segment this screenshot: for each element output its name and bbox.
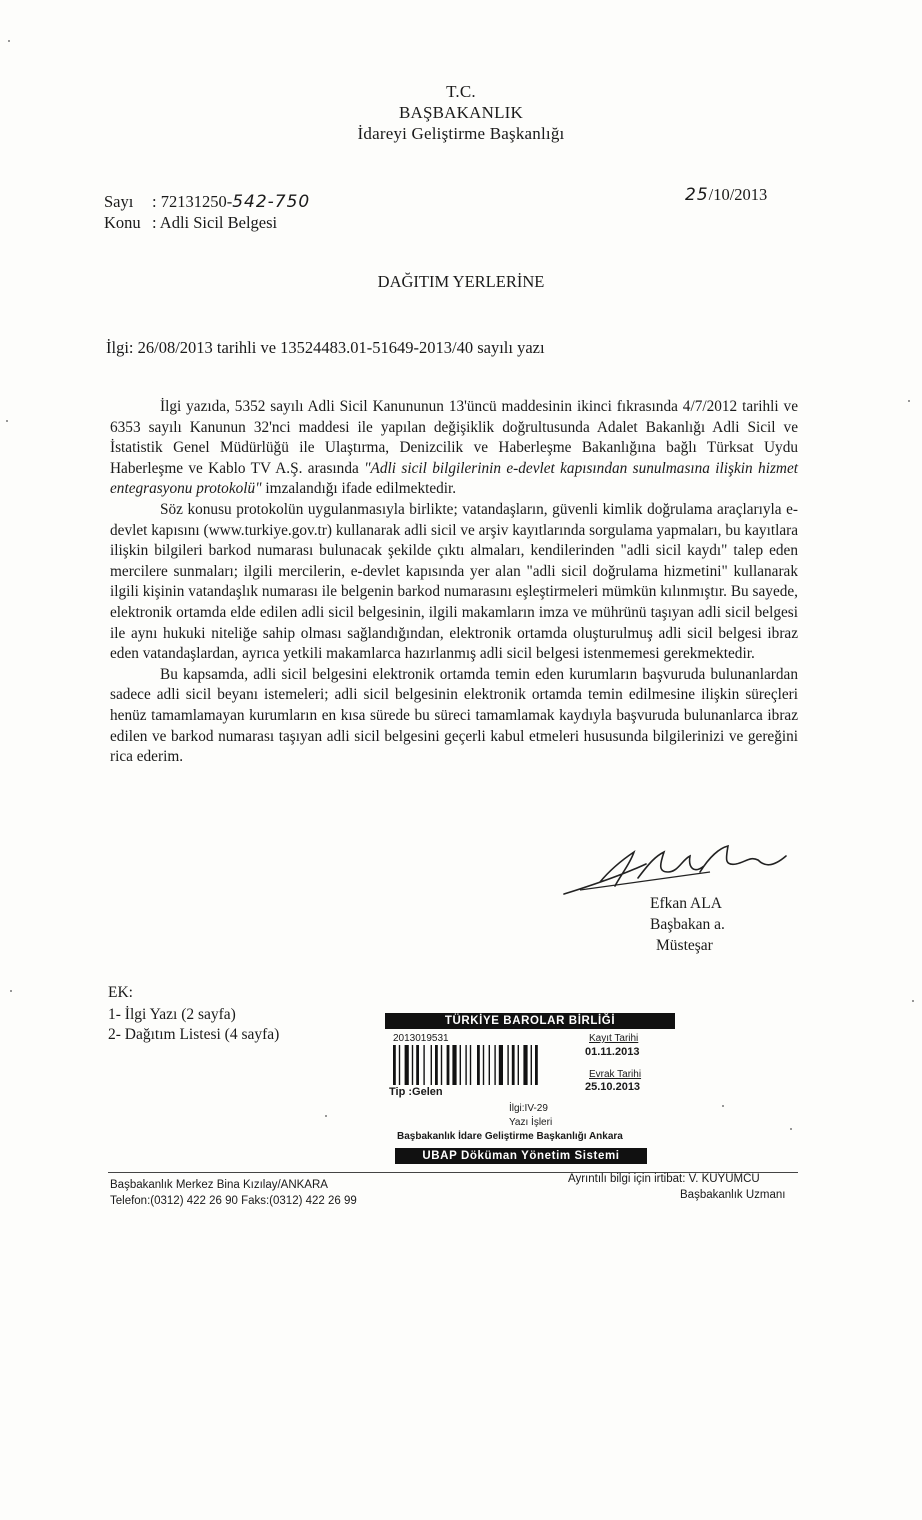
paragraph-2: Söz konusu protokolün uygulanmasıyla birlikte; vatandaşların, güvenli kimlik doğrulama araçlarıyla e-devlet kapısını (www.turkiye.gov.tr) kullanarak adli sicil ve arşiv kayıtlarında sorgulama yapmaları, bu kayıtlara ilişkin bilgileri barkod numarası bulunacak şekilde çıktı almaları, kendilerinden "adli sicil kaydı" talep eden mercilere sunmaları; ilgili mercilerin, e-devlet kapısında yer alan "adli sicil doğrulama hizmetini" kullanarak ilgili kişinin vatandaşlık numarası ile belgenin barkod numarasını eşleştirmeleri mümkün kılınmıştır. Bu sayede, elektronik ortamda elde edilen adli sicil belgesinin, ilgili makamların imza ve mührünü taşıyan adli sicil belgesi ile aynı hukuki niteliğe sahip olması sağlandığından, elektronik ortamda oluşturulmuş adli sicil belgesi ibraz eden vatandaşlardan, ayrıca yetkili makamlarca hazırlanmış adli sicil belgesi istenmemesi gerekmektedir.: [110, 500, 798, 663]
stamp-unit: Yazı İşleri: [509, 1117, 553, 1128]
stamp-sender: Başbakanlık İdare Geliştirme Başkanlığı Ankara: [397, 1131, 623, 1142]
scan-speck: [908, 400, 910, 402]
konu-row: [104, 213, 277, 233]
stamp-ilgi: İlgi:IV-29: [509, 1103, 548, 1114]
sayi-handwritten: 542-750: [232, 192, 311, 212]
letter-body: [110, 397, 798, 768]
sayi-label: Sayı: [104, 192, 134, 211]
paragraph-1-text: İlgi yazıda, 5352 sayılı Adli Sicil Kanununun 13'üncü maddesinin ikinci fıkrasında 4/7/2012 tarihli ve 6353 sayılı Kanunun 32'nci maddesi ile yapılan değişiklik doğrultusunda Adalet Bakanlığı Adli Sicil ve İstatistik Genel Müdürlüğü ile Ulaştırma, Denizcilik ve Haberleşme Bakanlığına bağlı Türksat Uydu Haberleşme ve Kablo TV A.Ş. arasında: [110, 398, 798, 477]
signatory-title-2: Müsteşar: [656, 937, 713, 954]
header-department: İdareyi Geliştirme Başkanlığı: [357, 124, 565, 143]
date-rest: /10/2013: [708, 185, 768, 204]
recipient: DAĞITIM YERLERİNE: [377, 272, 545, 291]
scan-speck: [10, 990, 12, 992]
barcode-icon: [393, 1045, 573, 1085]
footer-address: Başbakanlık Merkez Bina Kızılay/ANKARA: [110, 1179, 328, 1191]
attachments-label: EK:: [108, 984, 133, 1001]
stamp-barcode-number: 2013019531: [393, 1033, 449, 1044]
scan-speck: [790, 1128, 792, 1130]
sayi-value: : 72131250-: [152, 192, 233, 211]
footer-contact-title: Başbakanlık Uzmanı: [680, 1189, 786, 1201]
paragraph-1: [110, 397, 798, 500]
scan-speck: [722, 1105, 724, 1107]
stamp-org: TÜRKİYE BAROLAR BİRLİĞİ: [385, 1013, 675, 1029]
stamp-system: UBAP Döküman Yönetim Sistemi: [395, 1148, 647, 1164]
scan-speck: [912, 1000, 914, 1002]
header-republic: T.C.: [446, 82, 476, 101]
header-ministry: BAŞBAKANLIK: [398, 103, 524, 122]
protocol-title: "Adli sicil bilgilerinin e-devlet kapısından sunulmasına ilişkin hizmet entegrasyonu protokolü": [110, 459, 798, 498]
scan-speck: [8, 40, 10, 42]
scan-speck: [6, 420, 8, 422]
document-date: [685, 185, 767, 205]
konu-label: Konu: [104, 213, 141, 232]
footer-contact: Ayrıntılı bilgi için irtibat: V. KUYUMCU: [568, 1173, 760, 1185]
signatory-name: Efkan ALA: [650, 895, 722, 912]
konu-value: : Adli Sicil Belgesi: [152, 213, 278, 232]
stamp-evrak-date: 25.10.2013: [585, 1081, 641, 1093]
date-handwritten-day: 25: [685, 185, 709, 205]
stamp-tip: Tip :Gelen: [389, 1086, 443, 1098]
stamp-kayit-label: Kayıt Tarihi: [589, 1033, 639, 1044]
signatory-title-1: Başbakan a.: [650, 916, 725, 933]
attachment-item: 1- İlgi Yazı (2 sayfa): [108, 1006, 236, 1023]
scan-speck: [325, 1115, 327, 1117]
registry-stamp: [385, 1013, 675, 1168]
stamp-kayit-date: 01.11.2013: [585, 1046, 640, 1058]
footer-phone: Telefon:(0312) 422 26 90 Faks:(0312) 422 26 99: [110, 1195, 357, 1207]
ilgi-line: İlgi: 26/08/2013 tarihli ve 13524483.01-51649-2013/40 sayılı yazı: [106, 338, 545, 357]
attachment-item: 2- Dağıtım Listesi (4 sayfa): [108, 1026, 280, 1043]
paragraph-1-end: imzalandığı ifade edilmektedir.: [261, 480, 457, 498]
paragraph-3: Bu kapsamda, adli sicil belgesini elektronik ortamda temin eden kurumların başvuruda bulunanlardan sadece adli sicil beyanı istemeleri; adli sicil belgesinin elektronik ortamda temin edilmesine ilişkin süreçleri henüz tamamlamayan kurumların en kısa sürede bu süreci tamamlamak kaydıyla başvuruda bulunanlarca ibraz edilen ve barkod numarası taşıyan adli sicil belgesini geçerli kabul etmeleri hususunda bilgilerinizi ve gereğini rica ederim.: [110, 665, 798, 766]
stamp-evrak-label: Evrak Tarihi: [589, 1069, 642, 1080]
sayi-row: [104, 192, 310, 212]
